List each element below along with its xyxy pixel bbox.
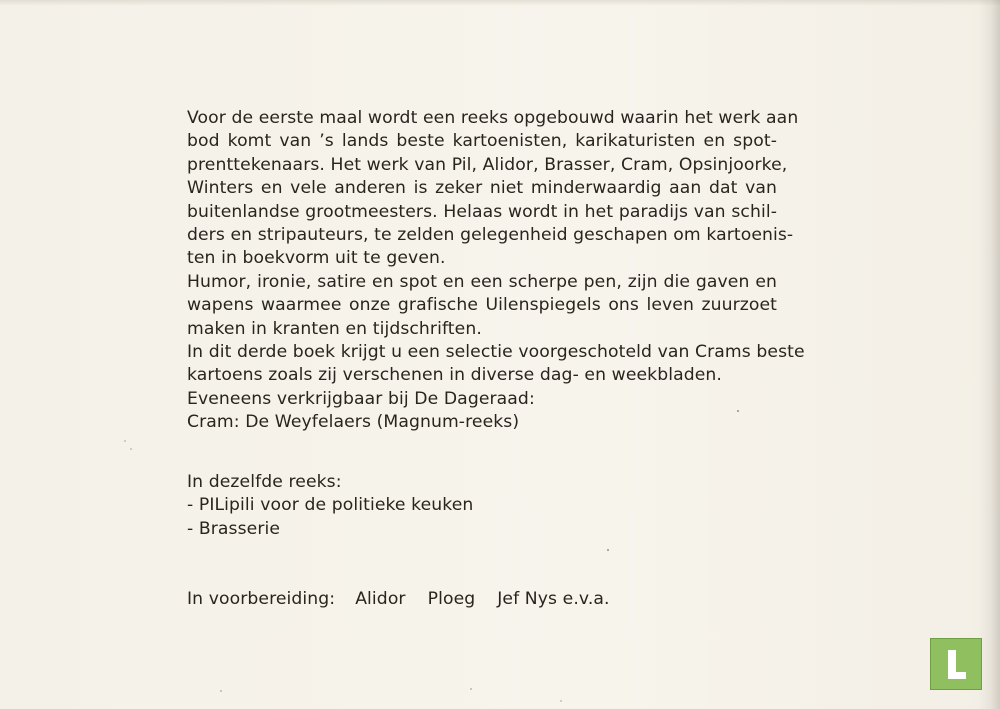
series-item: - PILipili voor de politieke keuken [187, 495, 474, 516]
intro-line: ten in boekvorm uit te geven. [187, 248, 446, 269]
intro-line: Voor de eerste maal wordt een reeks opgebouwd waarin het werk aan [187, 108, 799, 128]
series-title: In dezelfde reeks: [187, 471, 342, 492]
intro-line: bod komt van ’s lands beste kartoenisten, karikaturisten en spot- [187, 131, 777, 152]
series-item: - Brasserie [187, 518, 281, 539]
paper-speck [737, 410, 739, 412]
preparation-name: Jef Nys e.v.a. [497, 588, 610, 609]
paper-speck [124, 440, 126, 442]
paper-speck [220, 690, 222, 692]
intro-line: buitenlandse grootmeesters. Helaas wordt in het paradijs van schil- [187, 201, 777, 222]
paper-speck [130, 448, 132, 450]
l-logo-icon [930, 638, 982, 690]
intro-line: In dit derde boek krijgt u een selectie voorgeschoteld van Crams beste [187, 342, 805, 363]
intro-line: kartoens zoals zij verschenen in diverse dag- en weekbladen. [187, 365, 722, 386]
intro-line: maken in kranten en tijdschriften. [187, 318, 482, 339]
series-list [187, 471, 777, 541]
intro-line: ders en stripauteurs, te zelden gelegenheid geschapen om kartoenis- [187, 225, 794, 246]
preparation-line [187, 588, 777, 611]
paper-speck [560, 700, 562, 702]
spacer [187, 541, 777, 588]
spacer [187, 435, 777, 471]
intro-line: Eveneens verkrijgbaar bij De Dageraad: [187, 388, 535, 409]
page-edge-shadow [978, 0, 1000, 709]
intro-line: Winters en vele anderen is zeker niet minderwaardig aan dat van [187, 178, 777, 199]
l-logo-glyph [945, 648, 969, 682]
intro-paragraph [187, 107, 805, 435]
preparation-label: In voorbereiding: [187, 588, 336, 609]
intro-line: Humor, ironie, satire en spot en een scherpe pen, zijn die gaven en [187, 271, 777, 292]
preparation-name: Alidor [355, 588, 406, 609]
top-edge-shadow [0, 0, 1000, 6]
preparation-name: Ploeg [427, 588, 476, 609]
intro-line: wapens waarmee onze grafische Uilenspiegels ons leven zuurzoet [187, 295, 777, 316]
text-block [187, 107, 805, 611]
paper-speck [607, 549, 609, 551]
intro-line: prenttekenaars. Het werk van Pil, Alidor, Brasser, Cram, Opsinjoorke, [187, 154, 788, 175]
paper-speck [470, 688, 472, 690]
intro-line: Cram: De Weyfelaers (Magnum-reeks) [187, 412, 520, 433]
